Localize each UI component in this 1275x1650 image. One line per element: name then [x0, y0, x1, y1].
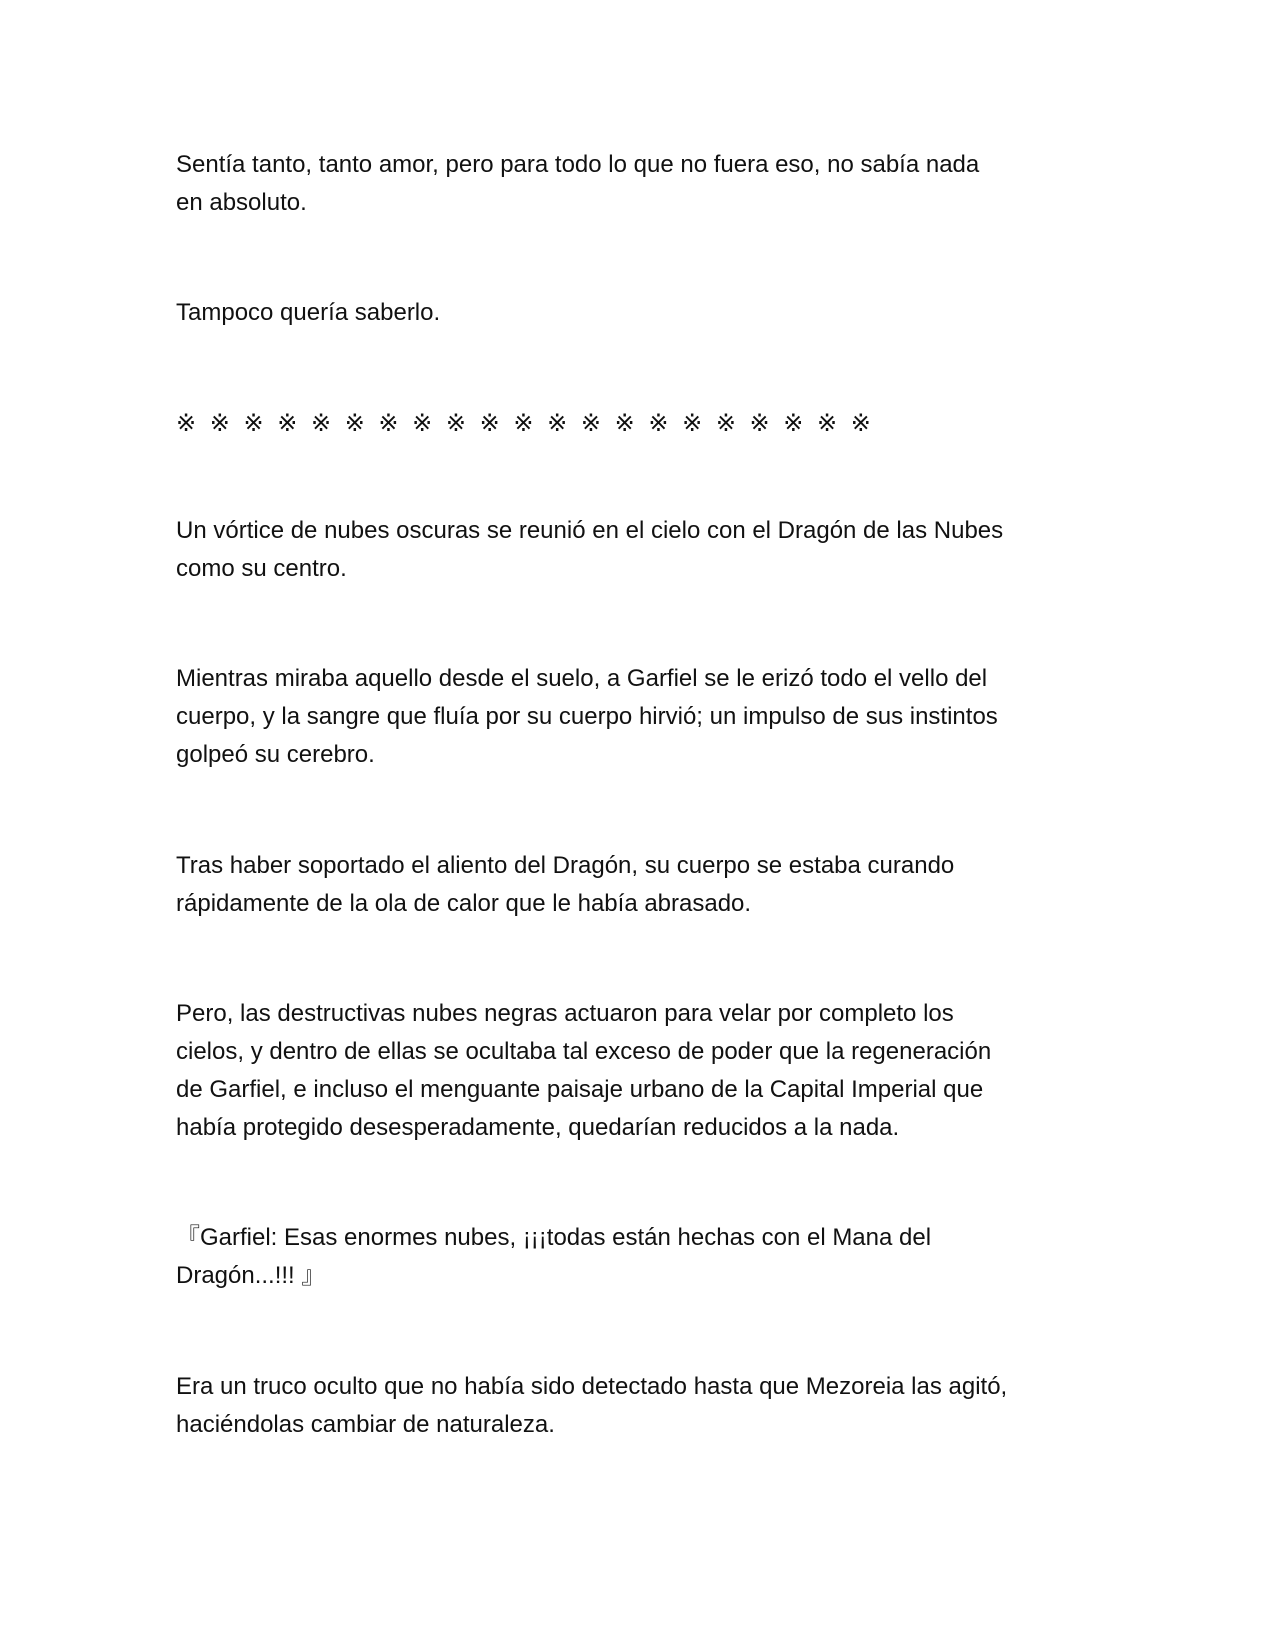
scene-break-separator: ※ ※ ※ ※ ※ ※ ※ ※ ※ ※ ※ ※ ※ ※ ※ ※ ※ ※ ※ ※ ※ [176, 409, 874, 437]
paragraph: Sentía tanto, tanto amor, pero para todo lo que no fuera eso, no sabía nada en absoluto. [176, 151, 980, 216]
paragraph: Pero, las destructivas nubes negras actuaron para velar por completo los cielos, y dentro de ellas se ocultaba tal exceso de poder que la regeneración de Garfiel, e incluso el menguante paisaje urbano de la Capital Imperial que había protegido desesperadamente, quedarían reducidos a la nada. [176, 1000, 992, 1141]
paragraph: Mientras miraba aquello desde el suelo, a Garfiel se le erizó todo el vello del cuerpo, y la sangre que fluía por su cuerpo hirvió; un impulso de sus instintos golpeó su cerebro. [176, 665, 998, 768]
paragraph: Tampoco quería saberlo. [176, 299, 441, 326]
paragraph: Un vórtice de nubes oscuras se reunió en el cielo con el Dragón de las Nubes como su centro. [176, 517, 1004, 582]
paragraph: Tras haber soportado el aliento del Dragón, su cuerpo se estaba curando rápidamente de la ola de calor que le había abrasado. [176, 852, 955, 917]
paragraph: Era un truco oculto que no había sido detectado hasta que Mezoreia las agitó, haciéndolas cambiar de naturaleza. [176, 1373, 1008, 1438]
dialogue-line: 『Garfiel: Esas enormes nubes, ¡¡¡todas están hechas con el Mana del Dragón...!!! 』 [176, 1224, 932, 1289]
